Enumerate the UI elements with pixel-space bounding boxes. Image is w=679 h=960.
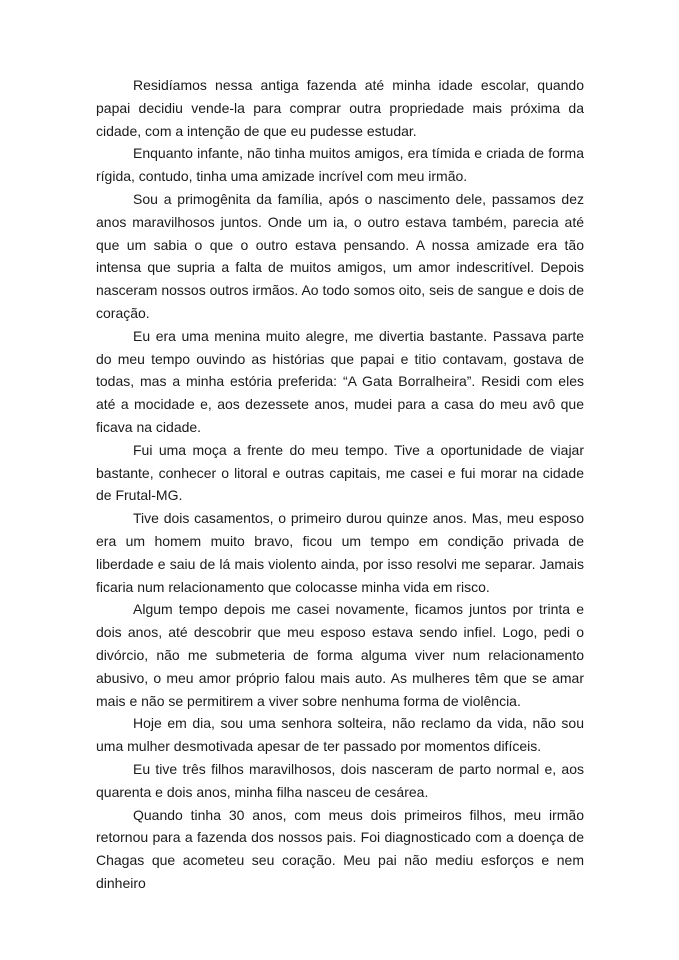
paragraph: Hoje em dia, sou uma senhora solteira, não reclamo da vida, não sou uma mulher desmotivada apesar de ter passado por momentos difíceis. — [96, 715, 584, 755]
paragraph: Eu tive três filhos maravilhosos, dois nasceram de parto normal e, aos quarenta e dois anos, minha filha nasceu de cesárea. — [96, 760, 584, 800]
paragraph: Quando tinha 30 anos, com meus dois primeiros filhos, meu irmão retornou para a fazenda dos nossos pais. Foi diagnosticado com a doença de Chagas que acometeu seu coração. Meu pai não mediu esforços e nem dinheiro — [96, 806, 584, 891]
paragraph: Eu era uma menina muito alegre, me divertia bastante. Passava parte do meu tempo ouvindo as histórias que papai e titio contavam, gostava de todas, mas a minha estória preferida: “A Gata Borralheira”. Residi com eles até a mocidade e, aos dezessete anos, mudei para a casa do meu avô que ficava na cidade. — [96, 327, 584, 435]
document-page — [96, 74, 584, 895]
paragraph: Residíamos nessa antiga fazenda até minha idade escolar, quando papai decidiu vende-la para comprar outra propriedade mais próxima da cidade, com a intenção de que eu pudesse estudar. — [96, 77, 584, 139]
paragraph: Enquanto infante, não tinha muitos amigos, era tímida e criada de forma rígida, contudo, tinha uma amizade incrível com meu irmão. — [96, 145, 584, 185]
paragraph: Tive dois casamentos, o primeiro durou quinze anos. Mas, meu esposo era um homem muito bravo, ficou um tempo em condição privada de liberdade e saiu de lá mais violento ainda, por isso resolvi me separar. Jamais ficaria num relacionamento que colocasse minha vida em risco. — [96, 510, 584, 595]
paragraph: Fui uma moça a frente do meu tempo. Tive a oportunidade de viajar bastante, conhecer o litoral e outras capitais, me casei e fui morar na cidade de Frutal-MG. — [96, 441, 584, 504]
paragraph: Sou a primogênita da família, após o nascimento dele, passamos dez anos maravilhosos juntos. Onde um ia, o outro estava também, parecia até que um sabia o que o outro estava pensando. A nossa amizade era tão intensa que supria a falta de muitos amigos, um amor indescritível. Depois nasceram nossos outros irmãos. Ao todo somos oito, seis de sangue e dois de coração. — [96, 190, 584, 321]
paragraph: Algum tempo depois me casei novamente, ficamos juntos por trinta e dois anos, até descobrir que meu esposo estava sendo infiel. Logo, pedi o divórcio, não me submeteria de forma alguma viver num relacionamento abusivo, o meu amor próprio falou mais auto. As mulheres têm que se amar mais e não se permitirem a viver sobre nenhuma forma de violência. — [96, 601, 584, 709]
